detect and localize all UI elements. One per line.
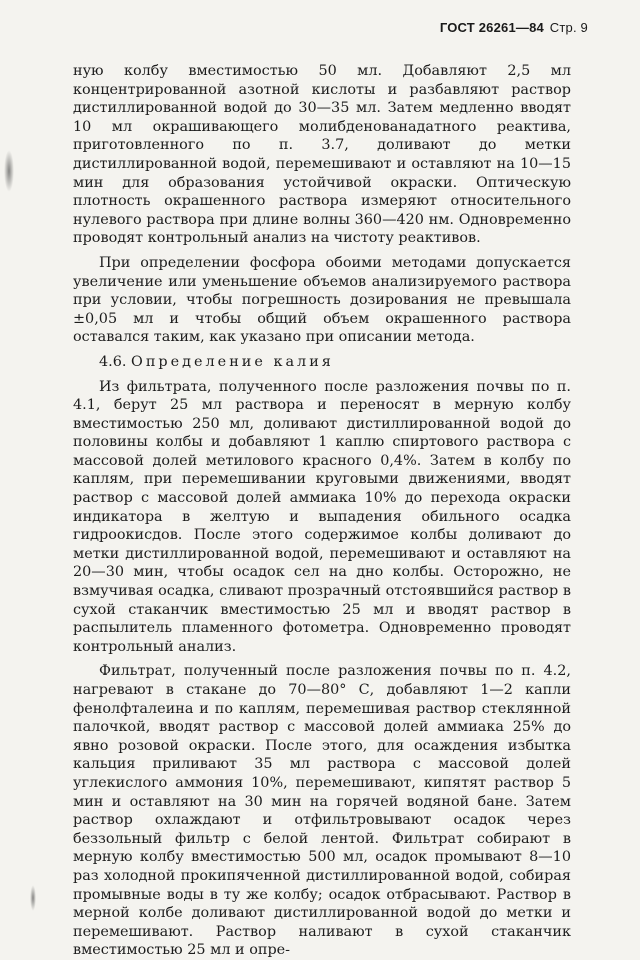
page-header (440, 20, 588, 35)
scan-margin-mark (30, 885, 36, 911)
paragraph-filtrate-heating: Фильтрат, полученный после разложения почвы по п. 4.2, нагревают в стакане до 70—80° С, добавляют 1—2 капли фенолфталеина и по каплям, перемешивая раствор стеклянной палочкой, вводят раствор с массовой долей аммиака 25% до явно розовой окраски. После этого, для осаждения избытка кальция приливают 35 мл раствора с массовой долей углекислого аммония 10%, перемешивают, кипятят раствор 5 мин и оставляют на 30 мин на горячей водяной бане. Затем раствор охлаждают и отфильтровывают осадок через беззольный фильтр с белой лентой. Фильтрат собирают в мерную колбу вместимостью 500 мл, осадок промывают 8—10 раз холодной прокипяченной дистиллированной водой, собирая промывные воды в ту же колбу; осадок отбрасывают. Раствор в мерной колбе доливают дистиллированной водой до метки и перемешивают. Раствор наливают в сухой стаканчик вместимостью 25 мл и опре- (73, 663, 571, 959)
section-title: Определение калия (131, 353, 334, 370)
paragraph-continuation: ную колбу вместимостью 50 мл. Добавляют 2,5 мл концентрированной азотной кислоты и разбавляют раствор дистиллированной водой до 30—35 мл. Затем медленно вводят 10 мл окрашивающего молибденованадатного реактива, приготовленного по п. 3.7, доливают до метки дистиллированной водой, перемешивают и оставляют на 10—15 мин для образования устойчивой окраски. Оптическую плотность окрашенного раствора измеряют относительного нулевого раствора при длине волны 360—420 нм. Одновременно проводят контрольный анализ на чистоту реактивов. (73, 63, 571, 247)
paragraph-potassium-filtrate: Из фильтрата, полученного после разложения почвы по п. 4.1, берут 25 мл раствора и переносят в мерную колбу вместимостью 250 мл, доливают дистиллированной водой до половины колбы и добавляют 1 каплю спиртового раствора с массовой долей метилового красного 0,4%. Затем в колбу по каплям, при перемешивании круговыми движениями, вводят раствор с массовой долей аммиака 10% до перехода окраски индикатора в желтую и выпадения обильного осадка гидроокисдов. После этого содержимое колбы доливают до метки дистиллированной водой, перемешивают и оставляют на 20—30 мин, чтобы осадок сел на дно колбы. Осторожно, не взмучивая осадка, сливают прозрачный отстоявшийся раствор в сухой стаканчик вместимостью 25 мл и вводят раствор в распылитель пламенного фотометра. Одновременно проводят контрольный анализ. (73, 378, 571, 655)
scan-margin-mark (4, 150, 14, 192)
page-number: Стр. 9 (549, 20, 588, 35)
section-heading (73, 353, 571, 372)
standard-number: ГОСТ 26261—84 (439, 20, 544, 35)
section-number: 4.6. (99, 353, 127, 370)
paragraph-note: При определении фосфора обоими методами допускается увеличение или уменьшение объемов анализируемого раствора при условии, чтобы погрешность дозирования не превышала ±0,05 мл и чтобы общий объем окрашенного раствора оставался таким, как указано при описании метода. (73, 254, 571, 346)
document-body (73, 62, 571, 960)
